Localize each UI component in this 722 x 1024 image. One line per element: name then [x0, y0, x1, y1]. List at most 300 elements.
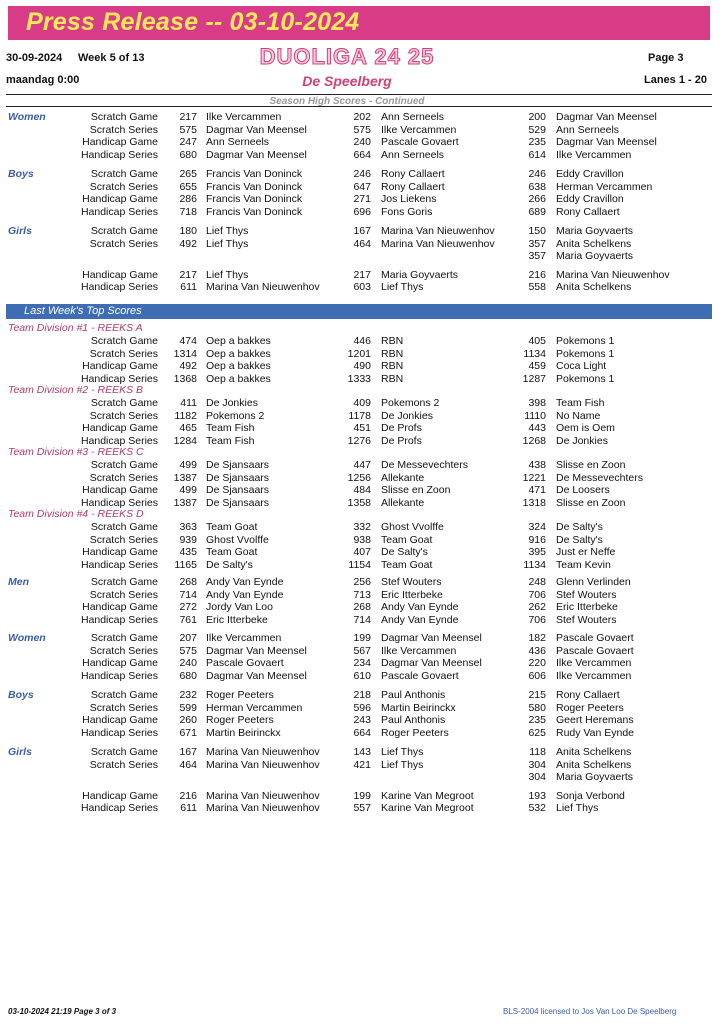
first-score: 761: [179, 613, 197, 626]
second-name: Roger Peeters: [381, 726, 449, 739]
first-name: Ilke Vercammen: [206, 632, 282, 644]
third-score: 438: [528, 459, 546, 471]
last-week-title: Last Week's Top Scores: [24, 305, 142, 317]
third-score: 459: [528, 360, 546, 372]
first-name: Oep a bakkes: [206, 372, 271, 385]
third-score: 246: [528, 168, 546, 180]
second-name: De Jonkies: [381, 409, 433, 422]
third-name: Ann Serneels: [556, 123, 620, 136]
score-row: [0, 802, 722, 815]
third-score: 248: [528, 576, 546, 588]
second-name: Ann Serneels: [381, 148, 445, 161]
score-row: [0, 181, 722, 194]
first-name: Dagmar Van Meensel: [206, 148, 307, 161]
third-name: No Name: [556, 409, 601, 422]
second-name: Ilke Vercammen: [381, 644, 457, 657]
first-name: Marina Van Nieuwenhov: [206, 758, 320, 771]
score-row: [0, 136, 722, 149]
third-score: 916: [528, 533, 546, 546]
third-score: 324: [528, 521, 546, 533]
first-name: Francis Van Doninck: [206, 193, 303, 205]
third-name: Anita Schelkens: [556, 758, 632, 771]
third-name: Pokemons 1: [556, 372, 615, 385]
third-score: 220: [528, 657, 546, 669]
third-name: Oem is Oem: [556, 422, 615, 434]
score-type: Handicap Series: [80, 434, 158, 447]
second-name: Karine Van Megroot: [381, 802, 474, 814]
third-name: Pascale Govaert: [556, 644, 634, 657]
second-score: 575: [353, 123, 371, 136]
third-score: 638: [528, 180, 546, 193]
second-name: Eric Itterbeke: [381, 588, 443, 601]
third-name: Maria Goyvaerts: [556, 250, 634, 262]
score-type: Handicap Game: [82, 789, 158, 802]
first-name: Eric Itterbeke: [206, 613, 268, 626]
third-name: Roger Peeters: [556, 701, 624, 714]
second-score: 332: [353, 521, 371, 533]
third-score: 216: [528, 268, 546, 281]
second-name: De Messevechters: [381, 459, 468, 471]
second-score: 567: [353, 644, 371, 657]
third-name: Eddy Cravillon: [556, 168, 624, 180]
third-score: 1318: [522, 496, 546, 509]
score-type: Handicap Series: [80, 802, 158, 814]
score-row: [0, 771, 722, 784]
second-name: Fons Goris: [381, 205, 433, 218]
third-score: 266: [528, 193, 546, 205]
third-score: 706: [528, 588, 546, 601]
score-row: [0, 559, 722, 572]
first-score: 1284: [173, 434, 197, 447]
score-type: Handicap Series: [80, 726, 158, 739]
first-name: Marina Van Nieuwenhov: [206, 802, 320, 814]
first-score: 1387: [173, 471, 197, 484]
day-time: maandag 0:00: [6, 74, 80, 86]
score-row: [0, 168, 722, 181]
third-name: Slisse en Zoon: [556, 459, 626, 471]
second-name: Andy Van Eynde: [381, 601, 459, 613]
second-score: 167: [353, 225, 371, 237]
score-type: Handicap Game: [82, 601, 158, 613]
score-type: Scratch Series: [89, 180, 158, 193]
third-name: Ilke Vercammen: [556, 657, 632, 669]
first-name: Andy Van Eynde: [206, 588, 284, 601]
third-name: Maria Goyvaerts: [556, 771, 634, 783]
first-score: 474: [179, 335, 197, 347]
third-name: Pokemons 1: [556, 335, 615, 347]
second-score: 714: [353, 613, 371, 626]
score-row: [0, 484, 722, 497]
second-score: 199: [353, 632, 371, 644]
third-score: 118: [529, 746, 546, 758]
third-name: Herman Vercammen: [556, 180, 653, 193]
first-score: 260: [179, 714, 197, 726]
first-name: Francis Van Doninck: [206, 168, 303, 180]
score-row: [0, 546, 722, 559]
second-score: 713: [353, 588, 371, 601]
third-score: 1287: [522, 372, 546, 385]
first-name: Marina Van Nieuwenhov: [206, 789, 320, 802]
second-name: RBN: [381, 347, 404, 360]
bowling-center: De Speelberg: [302, 73, 392, 89]
score-row: [0, 576, 722, 589]
third-name: Pascale Govaert: [556, 632, 634, 644]
third-name: Coca Light: [556, 360, 607, 372]
third-score: 200: [528, 111, 546, 123]
first-name: Roger Peeters: [206, 714, 274, 726]
footer-license: BLS-2004 licensed to Jos Van Loo De Speelberg: [503, 1007, 677, 1016]
third-name: Rony Callaert: [556, 205, 620, 218]
score-type: Handicap Series: [80, 613, 158, 626]
score-type: Scratch Game: [90, 335, 158, 347]
third-score: 1134: [523, 558, 546, 571]
first-score: 217: [179, 268, 197, 281]
third-name: Eric Itterbeke: [556, 601, 618, 613]
third-score: 606: [528, 669, 546, 682]
score-type: Handicap Game: [82, 360, 158, 372]
third-name: De Salty's: [556, 521, 603, 533]
third-score: 443: [528, 422, 546, 434]
third-name: Eddy Cravillon: [556, 193, 624, 205]
score-row: [0, 250, 722, 263]
first-name: Lief Thys: [206, 225, 249, 237]
third-name: Team Kevin: [556, 558, 611, 571]
first-name: Martin Beirinckx: [206, 726, 281, 739]
third-score: 689: [528, 205, 546, 218]
first-name: Francis Van Doninck: [206, 180, 303, 193]
category-title: Women: [8, 632, 46, 644]
first-score: 1314: [173, 347, 197, 360]
third-name: Glenn Verlinden: [556, 576, 631, 588]
score-row: [0, 534, 722, 547]
second-score: 240: [353, 136, 371, 148]
third-name: De Salty's: [556, 533, 603, 546]
first-score: 718: [179, 205, 197, 218]
score-row: [0, 238, 722, 251]
second-score: 246: [353, 168, 371, 180]
score-type: Handicap Game: [82, 714, 158, 726]
third-score: 215: [528, 689, 546, 701]
second-score: 1276: [347, 434, 371, 447]
score-row: [0, 790, 722, 803]
category-title: Women: [8, 111, 46, 123]
first-score: 435: [179, 546, 197, 558]
score-type: Handicap Game: [82, 484, 158, 496]
third-score: 398: [528, 397, 546, 409]
third-name: Ilke Vercammen: [556, 669, 632, 682]
second-score: 256: [353, 576, 371, 588]
first-name: Roger Peeters: [206, 689, 274, 701]
first-name: Dagmar Van Meensel: [206, 123, 307, 136]
score-type: Scratch Series: [89, 644, 158, 657]
second-name: Maria Goyvaerts: [381, 268, 459, 281]
second-score: 446: [353, 335, 371, 347]
second-name: Lief Thys: [381, 758, 424, 771]
score-row: [0, 589, 722, 602]
score-type: Handicap Series: [80, 148, 158, 161]
second-name: Ghost Vvolffe: [381, 521, 444, 533]
first-name: Oep a bakkes: [206, 335, 271, 347]
second-name: Dagmar Van Meensel: [381, 657, 482, 669]
second-score: 234: [353, 657, 371, 669]
second-score: 451: [353, 422, 371, 434]
third-name: De Messevechters: [556, 471, 643, 484]
score-type: Scratch Game: [90, 521, 158, 533]
third-name: Sonja Verbond: [556, 789, 625, 802]
third-name: Anita Schelkens: [556, 237, 632, 250]
score-type: Handicap Game: [82, 657, 158, 669]
first-name: Ilke Vercammen: [206, 111, 282, 123]
first-name: Team Goat: [206, 521, 258, 533]
second-name: Paul Anthonis: [381, 714, 446, 726]
first-score: 411: [180, 397, 197, 409]
team-division-title: Team Division #4 - REEKS D: [8, 508, 144, 520]
third-score: 262: [528, 601, 546, 613]
second-name: Pascale Govaert: [381, 669, 459, 682]
second-name: Ilke Vercammen: [381, 123, 457, 136]
first-name: Oep a bakkes: [206, 360, 271, 372]
first-score: 492: [179, 237, 197, 250]
score-row: [0, 521, 722, 534]
team-division-title: Team Division #1 - REEKS A: [8, 322, 143, 334]
second-name: Dagmar Van Meensel: [381, 632, 482, 644]
second-name: RBN: [381, 335, 404, 347]
second-score: 696: [353, 205, 371, 218]
report-date: 30-09-2024: [6, 52, 63, 64]
score-type: Scratch Series: [89, 471, 158, 484]
third-name: De Jonkies: [556, 434, 608, 447]
second-score: 1154: [348, 558, 371, 571]
first-name: Oep a bakkes: [206, 347, 271, 360]
score-row: [0, 269, 722, 282]
third-name: Anita Schelkens: [556, 746, 632, 758]
score-row: [0, 614, 722, 627]
first-score: 1165: [174, 558, 197, 571]
first-score: 680: [179, 148, 197, 161]
first-name: De Sjansaars: [206, 471, 270, 484]
third-score: 436: [528, 644, 546, 657]
third-score: 405: [528, 335, 546, 347]
first-name: Ghost Vvolffe: [206, 533, 269, 546]
second-score: 596: [353, 701, 371, 714]
second-name: Stef Wouters: [381, 576, 442, 588]
first-name: Pokemons 2: [206, 409, 265, 422]
second-name: De Salty's: [381, 546, 428, 558]
third-name: Anita Schelkens: [556, 281, 632, 293]
second-score: 464: [353, 237, 371, 250]
category-title: Girls: [8, 225, 32, 237]
third-score: 182: [528, 632, 546, 644]
third-score: 235: [528, 136, 546, 148]
first-name: Pascale Govaert: [206, 657, 284, 669]
first-score: 939: [179, 533, 197, 546]
second-score: 664: [353, 726, 371, 739]
third-score: 558: [528, 281, 546, 293]
third-score: 150: [528, 225, 546, 237]
score-type: Scratch Series: [89, 758, 158, 771]
first-name: Marina Van Nieuwenhov: [206, 746, 320, 758]
second-score: 664: [353, 148, 371, 161]
score-row: [0, 702, 722, 715]
score-row: [0, 459, 722, 472]
first-name: Jordy Van Loo: [206, 601, 273, 613]
first-score: 167: [179, 746, 197, 758]
first-score: 180: [179, 225, 197, 237]
page-number: Page 3: [648, 52, 684, 64]
score-row: [0, 206, 722, 219]
first-score: 499: [179, 459, 197, 471]
third-name: Slisse en Zoon: [556, 496, 626, 509]
second-score: 143: [353, 746, 371, 758]
first-name: Ann Serneels: [206, 136, 270, 148]
team-division-title: Team Division #2 - REEKS B: [8, 384, 143, 396]
category-title: Boys: [8, 168, 34, 180]
score-type: Handicap Series: [80, 281, 158, 293]
second-name: RBN: [381, 360, 404, 372]
first-score: 216: [179, 789, 197, 802]
first-name: Andy Van Eynde: [206, 576, 284, 588]
second-name: Karine Van Megroot: [381, 789, 474, 802]
score-type: Handicap Series: [80, 669, 158, 682]
third-score: 304: [528, 771, 546, 783]
third-score: 580: [528, 701, 546, 714]
third-name: Maria Goyvaerts: [556, 225, 634, 237]
third-score: 471: [528, 484, 546, 496]
score-row: [0, 689, 722, 702]
second-name: De Profs: [381, 422, 422, 434]
third-score: 706: [528, 613, 546, 626]
season-high-title: Season High Scores - Continued: [269, 96, 425, 107]
first-name: De Sjansaars: [206, 484, 270, 496]
third-score: 1134: [523, 347, 546, 360]
second-score: 490: [353, 360, 371, 372]
second-name: Marina Van Nieuwenhov: [381, 237, 495, 250]
score-row: [0, 360, 722, 373]
score-type: Scratch Game: [90, 397, 158, 409]
third-name: Stef Wouters: [556, 588, 617, 601]
first-name: Team Fish: [206, 434, 255, 447]
first-name: De Sjansaars: [206, 459, 270, 471]
third-name: Ilke Vercammen: [556, 148, 632, 161]
score-row: [0, 225, 722, 238]
score-row: [0, 348, 722, 361]
score-row: [0, 397, 722, 410]
second-name: Rony Callaert: [381, 180, 445, 193]
third-score: 529: [528, 123, 546, 136]
first-score: 217: [179, 111, 197, 123]
category-title: Girls: [8, 746, 32, 758]
score-row: [0, 657, 722, 670]
last-week-bar: [6, 304, 712, 319]
second-name: Marina Van Nieuwenhov: [381, 225, 495, 237]
first-score: 232: [179, 689, 197, 701]
week-info: Week 5 of 13: [78, 52, 145, 64]
third-score: 1221: [522, 471, 546, 484]
second-name: Ann Serneels: [381, 111, 445, 123]
third-score: 235: [528, 714, 546, 726]
score-row: [0, 727, 722, 740]
second-score: 610: [353, 669, 371, 682]
category-title: Boys: [8, 689, 34, 701]
score-type: Scratch Game: [90, 168, 158, 180]
category-title: Men: [8, 576, 29, 588]
second-name: Martin Beirinckx: [381, 701, 456, 714]
score-row: [0, 746, 722, 759]
first-score: 1387: [173, 496, 197, 509]
first-name: De Sjansaars: [206, 496, 270, 509]
first-score: 240: [179, 657, 197, 669]
second-score: 1256: [347, 471, 371, 484]
second-name: Andy Van Eynde: [381, 613, 459, 626]
third-score: 357: [528, 237, 546, 250]
second-score: 484: [353, 484, 371, 496]
second-name: De Profs: [381, 434, 422, 447]
score-type: Handicap Series: [80, 558, 158, 571]
second-name: Allekante: [381, 496, 425, 509]
third-name: Dagmar Van Meensel: [556, 136, 657, 148]
first-score: 265: [179, 168, 197, 180]
score-type: Handicap Series: [80, 372, 158, 385]
first-name: De Jonkies: [206, 397, 258, 409]
third-name: Marina Van Nieuwenhov: [556, 268, 670, 281]
second-name: Allekante: [381, 471, 425, 484]
second-name: Pokemons 2: [381, 397, 440, 409]
third-name: Geert Heremans: [556, 714, 634, 726]
second-score: 603: [353, 281, 371, 293]
first-score: 671: [179, 726, 197, 739]
score-type: Scratch Series: [89, 123, 158, 136]
score-row: [0, 149, 722, 162]
second-score: 421: [353, 758, 371, 771]
second-score: 202: [353, 111, 371, 123]
score-row: [0, 632, 722, 645]
first-name: Dagmar Van Meensel: [206, 644, 307, 657]
third-score: 1268: [522, 434, 546, 447]
third-score: 395: [528, 546, 546, 558]
second-name: Paul Anthonis: [381, 689, 446, 701]
second-score: 268: [353, 601, 371, 613]
first-score: 714: [179, 588, 197, 601]
score-type: Scratch Game: [90, 576, 158, 588]
first-score: 575: [179, 644, 197, 657]
third-score: 357: [528, 250, 546, 262]
score-type: Scratch Game: [90, 746, 158, 758]
third-score: 1110: [524, 409, 546, 422]
score-row: [0, 281, 722, 294]
score-row: [0, 472, 722, 485]
third-name: Just er Neffe: [556, 546, 616, 558]
score-row: [0, 601, 722, 614]
score-row: [0, 759, 722, 772]
score-row: [0, 335, 722, 348]
second-name: Team Goat: [381, 533, 433, 546]
second-name: Pascale Govaert: [381, 136, 459, 148]
first-name: De Salty's: [206, 558, 253, 571]
first-score: 363: [179, 521, 197, 533]
first-name: Lief Thys: [206, 268, 249, 281]
second-score: 938: [353, 533, 371, 546]
second-score: 218: [353, 689, 371, 701]
second-name: Lief Thys: [381, 746, 424, 758]
score-type: Handicap Game: [82, 193, 158, 205]
third-name: Dagmar Van Meensel: [556, 111, 657, 123]
first-score: 611: [180, 802, 197, 814]
second-score: 271: [353, 193, 371, 205]
score-type: Handicap Game: [82, 546, 158, 558]
second-score: 1358: [347, 496, 371, 509]
second-score: 243: [353, 714, 371, 726]
score-type: Handicap Game: [82, 268, 158, 281]
